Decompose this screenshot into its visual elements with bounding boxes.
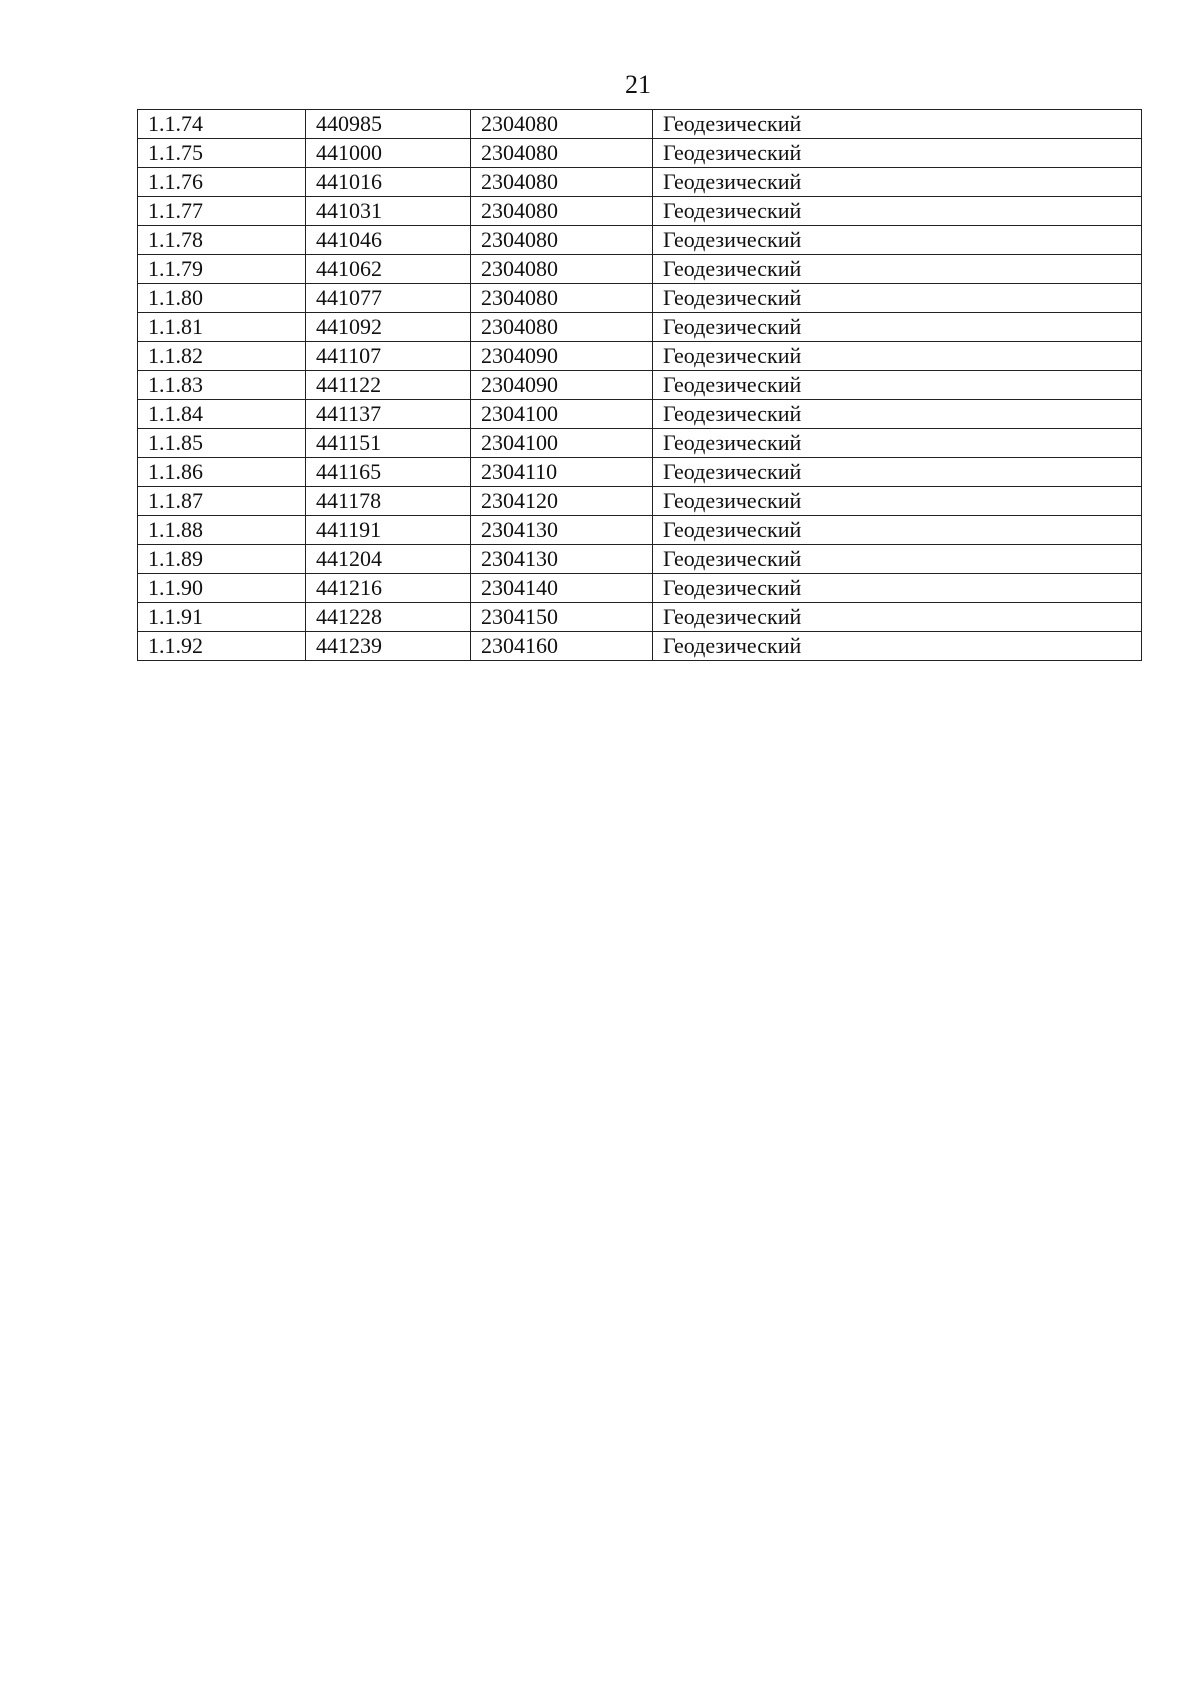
x-coordinate-cell: 441239: [306, 632, 471, 661]
point-number-cell: 1.1.91: [138, 603, 306, 632]
y-coordinate-cell: 2304130: [471, 516, 653, 545]
method-cell: Геодезический: [653, 226, 1142, 255]
point-number-cell: 1.1.87: [138, 487, 306, 516]
x-coordinate-cell: 441178: [306, 487, 471, 516]
method-cell: Геодезический: [653, 574, 1142, 603]
table-row: [138, 458, 1142, 487]
x-coordinate-cell: 441191: [306, 516, 471, 545]
y-coordinate-cell: 2304090: [471, 371, 653, 400]
point-number-cell: 1.1.82: [138, 342, 306, 371]
method-cell: Геодезический: [653, 139, 1142, 168]
x-coordinate-cell: 441031: [306, 197, 471, 226]
method-cell: Геодезический: [653, 255, 1142, 284]
table-row: [138, 110, 1142, 139]
method-cell: Геодезический: [653, 516, 1142, 545]
y-coordinate-cell: 2304080: [471, 110, 653, 139]
table-row: [138, 371, 1142, 400]
y-coordinate-cell: 2304100: [471, 429, 653, 458]
y-coordinate-cell: 2304120: [471, 487, 653, 516]
coordinates-table-body: [138, 110, 1142, 661]
table-row: [138, 603, 1142, 632]
table-row: [138, 487, 1142, 516]
table-row: [138, 139, 1142, 168]
y-coordinate-cell: 2304080: [471, 197, 653, 226]
table-row: [138, 545, 1142, 574]
coordinates-table: [137, 109, 1142, 661]
table-row: [138, 255, 1142, 284]
method-cell: Геодезический: [653, 429, 1142, 458]
table-row: [138, 632, 1142, 661]
point-number-cell: 1.1.83: [138, 371, 306, 400]
table-row: [138, 168, 1142, 197]
table-row: [138, 313, 1142, 342]
x-coordinate-cell: 441216: [306, 574, 471, 603]
method-cell: Геодезический: [653, 487, 1142, 516]
point-number-cell: 1.1.77: [138, 197, 306, 226]
method-cell: Геодезический: [653, 400, 1142, 429]
y-coordinate-cell: 2304080: [471, 168, 653, 197]
x-coordinate-cell: 441122: [306, 371, 471, 400]
x-coordinate-cell: 441107: [306, 342, 471, 371]
point-number-cell: 1.1.86: [138, 458, 306, 487]
table-row: [138, 429, 1142, 458]
method-cell: Геодезический: [653, 632, 1142, 661]
point-number-cell: 1.1.88: [138, 516, 306, 545]
x-coordinate-cell: 441062: [306, 255, 471, 284]
y-coordinate-cell: 2304080: [471, 255, 653, 284]
table-row: [138, 197, 1142, 226]
y-coordinate-cell: 2304080: [471, 226, 653, 255]
y-coordinate-cell: 2304080: [471, 284, 653, 313]
point-number-cell: 1.1.89: [138, 545, 306, 574]
y-coordinate-cell: 2304130: [471, 545, 653, 574]
y-coordinate-cell: 2304160: [471, 632, 653, 661]
table-row: [138, 516, 1142, 545]
table-row: [138, 342, 1142, 371]
point-number-cell: 1.1.92: [138, 632, 306, 661]
method-cell: Геодезический: [653, 168, 1142, 197]
point-number-cell: 1.1.84: [138, 400, 306, 429]
method-cell: Геодезический: [653, 197, 1142, 226]
y-coordinate-cell: 2304080: [471, 139, 653, 168]
y-coordinate-cell: 2304110: [471, 458, 653, 487]
x-coordinate-cell: 441228: [306, 603, 471, 632]
method-cell: Геодезический: [653, 371, 1142, 400]
page-number: 21: [625, 70, 651, 99]
point-number-cell: 1.1.85: [138, 429, 306, 458]
method-cell: Геодезический: [653, 458, 1142, 487]
x-coordinate-cell: 441000: [306, 139, 471, 168]
table-row: [138, 574, 1142, 603]
method-cell: Геодезический: [653, 110, 1142, 139]
y-coordinate-cell: 2304100: [471, 400, 653, 429]
x-coordinate-cell: 441077: [306, 284, 471, 313]
x-coordinate-cell: 441016: [306, 168, 471, 197]
y-coordinate-cell: 2304140: [471, 574, 653, 603]
x-coordinate-cell: 441204: [306, 545, 471, 574]
method-cell: Геодезический: [653, 342, 1142, 371]
table-row: [138, 400, 1142, 429]
table-row: [138, 284, 1142, 313]
x-coordinate-cell: 441046: [306, 226, 471, 255]
point-number-cell: 1.1.79: [138, 255, 306, 284]
point-number-cell: 1.1.78: [138, 226, 306, 255]
point-number-cell: 1.1.90: [138, 574, 306, 603]
method-cell: Геодезический: [653, 313, 1142, 342]
x-coordinate-cell: 441092: [306, 313, 471, 342]
method-cell: Геодезический: [653, 545, 1142, 574]
y-coordinate-cell: 2304080: [471, 313, 653, 342]
x-coordinate-cell: 441137: [306, 400, 471, 429]
x-coordinate-cell: 441165: [306, 458, 471, 487]
point-number-cell: 1.1.75: [138, 139, 306, 168]
y-coordinate-cell: 2304150: [471, 603, 653, 632]
method-cell: Геодезический: [653, 284, 1142, 313]
point-number-cell: 1.1.81: [138, 313, 306, 342]
x-coordinate-cell: 441151: [306, 429, 471, 458]
table-row: [138, 226, 1142, 255]
point-number-cell: 1.1.80: [138, 284, 306, 313]
y-coordinate-cell: 2304090: [471, 342, 653, 371]
x-coordinate-cell: 440985: [306, 110, 471, 139]
method-cell: Геодезический: [653, 603, 1142, 632]
point-number-cell: 1.1.74: [138, 110, 306, 139]
point-number-cell: 1.1.76: [138, 168, 306, 197]
